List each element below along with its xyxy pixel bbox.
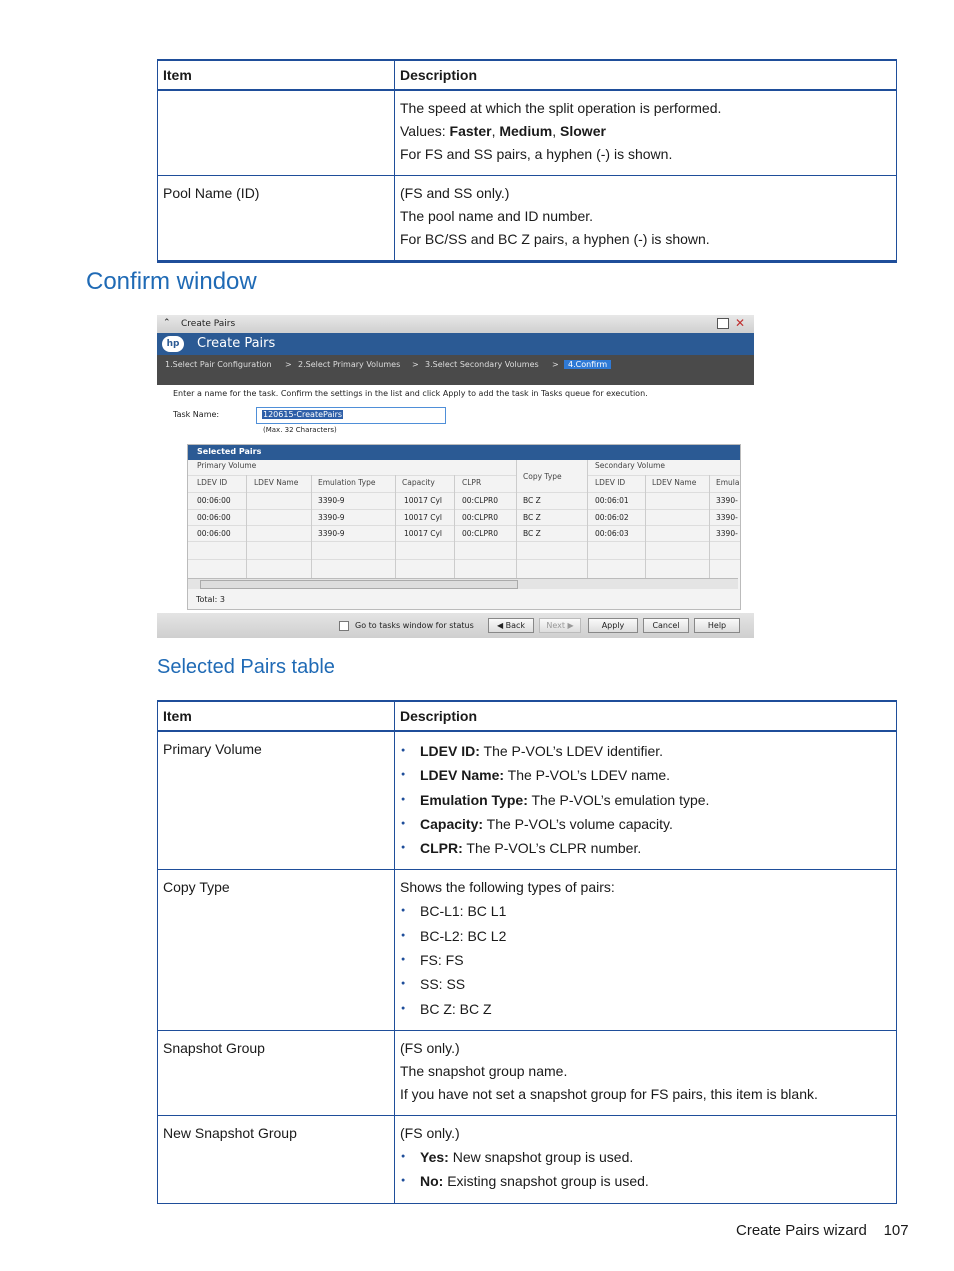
cell: 3390- xyxy=(716,529,738,538)
row-description xyxy=(395,176,897,262)
desc-line: (FS and SS only.) xyxy=(400,185,510,201)
cell: 3390-9 xyxy=(318,496,345,505)
step-sep: > xyxy=(412,360,419,369)
list-item: ● BC-L1: BC L1 xyxy=(420,899,891,923)
maximize-icon[interactable] xyxy=(717,318,729,329)
desc-line: For BC/SS and BC Z pairs, a hyphen (-) is shown. xyxy=(400,231,710,247)
cell: 00:06:00 xyxy=(197,513,231,522)
cell: 3390-9 xyxy=(318,513,345,522)
row-item: Primary Volume xyxy=(158,731,395,870)
grid-header xyxy=(188,445,740,460)
step-3: 3.Select Secondary Volumes xyxy=(425,360,539,369)
footer-section: Create Pairs wizard xyxy=(736,1222,867,1239)
list-item: ● No: Existing snapshot group is used. xyxy=(420,1169,891,1193)
row-item: Pool Name (ID) xyxy=(158,176,395,262)
cell: BC Z xyxy=(523,529,541,538)
row-description xyxy=(395,1115,897,1203)
col-sec-ldev-id[interactable]: LDEV ID xyxy=(595,478,626,487)
list-item: ● Emulation Type: The P-VOL’s emulation type. xyxy=(420,788,891,812)
row-description xyxy=(395,870,897,1030)
row-item xyxy=(158,90,395,176)
top-description-table xyxy=(157,59,897,263)
table-row xyxy=(158,1115,897,1203)
row-description xyxy=(395,731,897,870)
row-description xyxy=(395,90,897,176)
col-header-description: Description xyxy=(395,60,897,90)
step-2: 2.Select Primary Volumes xyxy=(298,360,401,369)
col-sec-emulation[interactable]: Emula xyxy=(716,478,740,487)
cell: 00:06:01 xyxy=(595,496,629,505)
desc-line: (FS only.) xyxy=(400,1124,460,1141)
cell: 10017 Cyl xyxy=(404,496,443,505)
wizard-footer xyxy=(157,613,754,638)
list-item: ● BC Z: BC Z xyxy=(420,997,891,1021)
task-name-value: 120615-CreatePairs xyxy=(263,410,343,419)
col-clpr[interactable]: CLPR xyxy=(462,478,482,487)
cell: 10017 Cyl xyxy=(404,529,443,538)
cell: BC Z xyxy=(523,513,541,522)
table-row xyxy=(158,1030,897,1115)
col-header-item: Item xyxy=(158,701,395,731)
col-capacity[interactable]: Capacity xyxy=(402,478,435,487)
window-title: Create Pairs xyxy=(181,319,236,329)
window-titlebar xyxy=(157,315,754,333)
hp-logo-icon: hp xyxy=(162,336,184,352)
desc-line: The pool name and ID number. xyxy=(400,208,594,224)
collapse-icon[interactable]: ⌃ xyxy=(163,318,171,328)
group-copy-type: Copy Type xyxy=(523,472,562,481)
desc-line: The snapshot group name. xyxy=(400,1062,568,1079)
step-1: 1.Select Pair Configuration xyxy=(165,360,272,369)
cell: 00:CLPR0 xyxy=(462,496,498,505)
value-medium: Medium xyxy=(499,123,553,139)
value-slower: Slower xyxy=(560,123,606,139)
list-item: ● CLPR: The P-VOL’s CLPR number. xyxy=(420,836,891,860)
banner-title: Create Pairs xyxy=(197,336,276,351)
task-name-hint: (Max. 32 Characters) xyxy=(263,426,337,434)
desc-line: (FS only.) xyxy=(400,1039,460,1056)
page-number: 107 xyxy=(883,1222,909,1239)
wizard-steps xyxy=(157,355,754,385)
table-row xyxy=(158,90,897,176)
list-item: ● Yes: New snapshot group is used. xyxy=(420,1145,891,1169)
page-footer xyxy=(736,1222,909,1239)
col-header-item: Item xyxy=(158,60,395,90)
table-row xyxy=(158,731,897,870)
selected-pairs-description-table xyxy=(157,700,897,1204)
step-sep: > xyxy=(552,360,559,369)
cell: 3390- xyxy=(716,496,738,505)
table-row xyxy=(158,870,897,1030)
col-header-description: Description xyxy=(395,701,897,731)
desc-line: If you have not set a snapshot group for FS pairs, this item is blank. xyxy=(400,1085,818,1102)
col-ldev-id[interactable]: LDEV ID xyxy=(197,478,228,487)
instruction-text: Enter a name for the task. Confirm the settings in the list and click Apply to add the task in Tasks queue for execution. xyxy=(173,389,648,398)
cell: 00:06:03 xyxy=(595,529,629,538)
confirm-window-screenshot xyxy=(157,315,754,638)
horizontal-scrollbar[interactable] xyxy=(188,578,738,589)
apply-button[interactable]: Apply xyxy=(588,618,638,633)
cell: 00:06:02 xyxy=(595,513,629,522)
cell: 00:CLPR0 xyxy=(462,529,498,538)
col-ldev-name[interactable]: LDEV Name xyxy=(254,478,299,487)
list-item: ● Capacity: The P-VOL’s volume capacity. xyxy=(420,812,891,836)
desc-line: Shows the following types of pairs: xyxy=(400,879,615,896)
values-line: Values: Faster, Medium, Slower xyxy=(400,123,606,139)
group-secondary-volume: Secondary Volume xyxy=(595,461,665,470)
go-to-tasks-checkbox[interactable] xyxy=(339,621,349,631)
desc-line: For FS and SS pairs, a hyphen (-) is shown. xyxy=(400,146,673,162)
desc-line: The speed at which the split operation is performed. xyxy=(400,100,722,116)
values-prefix: Values: xyxy=(400,123,450,139)
back-button[interactable]: ◀ Back xyxy=(488,618,534,633)
list-item: ● BC-L2: BC L2 xyxy=(420,924,891,948)
cell: 3390-9 xyxy=(318,529,345,538)
cancel-button[interactable]: Cancel xyxy=(643,618,689,633)
next-button[interactable]: Next ▶ xyxy=(539,618,581,633)
list-item: ● LDEV Name: The P-VOL’s LDEV name. xyxy=(420,763,891,787)
cell: 00:06:00 xyxy=(197,496,231,505)
table-row xyxy=(158,176,897,262)
step-4-current: 4.Confirm xyxy=(564,360,611,369)
value-faster: Faster xyxy=(449,123,492,139)
heading-selected-pairs-table: Selected Pairs table xyxy=(157,656,335,678)
wizard-banner xyxy=(157,333,754,355)
go-to-tasks-label: Go to tasks window for status xyxy=(355,621,474,630)
cell: 00:06:00 xyxy=(197,529,231,538)
row-item: Snapshot Group xyxy=(158,1030,395,1115)
list-item: ● SS: SS xyxy=(420,972,891,996)
help-button[interactable]: Help xyxy=(694,618,740,633)
row-item: New Snapshot Group xyxy=(158,1115,395,1203)
task-name-label: Task Name: xyxy=(173,410,220,419)
list-item: ● FS: FS xyxy=(420,948,891,972)
row-item: Copy Type xyxy=(158,870,395,1030)
cell: 10017 Cyl xyxy=(404,513,443,522)
heading-confirm-window: Confirm window xyxy=(86,268,257,295)
col-sec-ldev-name[interactable]: LDEV Name xyxy=(652,478,697,487)
cell: 00:CLPR0 xyxy=(462,513,498,522)
scrollbar-thumb[interactable] xyxy=(200,580,518,589)
row-description xyxy=(395,1030,897,1115)
task-name-input[interactable] xyxy=(256,407,446,424)
cell: 3390- xyxy=(716,513,738,522)
step-sep: > xyxy=(285,360,292,369)
selected-pairs-grid xyxy=(187,444,741,610)
grid-title: Selected Pairs xyxy=(197,447,262,456)
total-count: Total: 3 xyxy=(196,595,226,604)
cell: BC Z xyxy=(523,496,541,505)
col-emulation-type[interactable]: Emulation Type xyxy=(318,478,376,487)
close-icon[interactable]: ✕ xyxy=(735,316,746,330)
group-primary-volume: Primary Volume xyxy=(197,461,257,470)
list-item: ● LDEV ID: The P-VOL’s LDEV identifier. xyxy=(420,739,891,763)
